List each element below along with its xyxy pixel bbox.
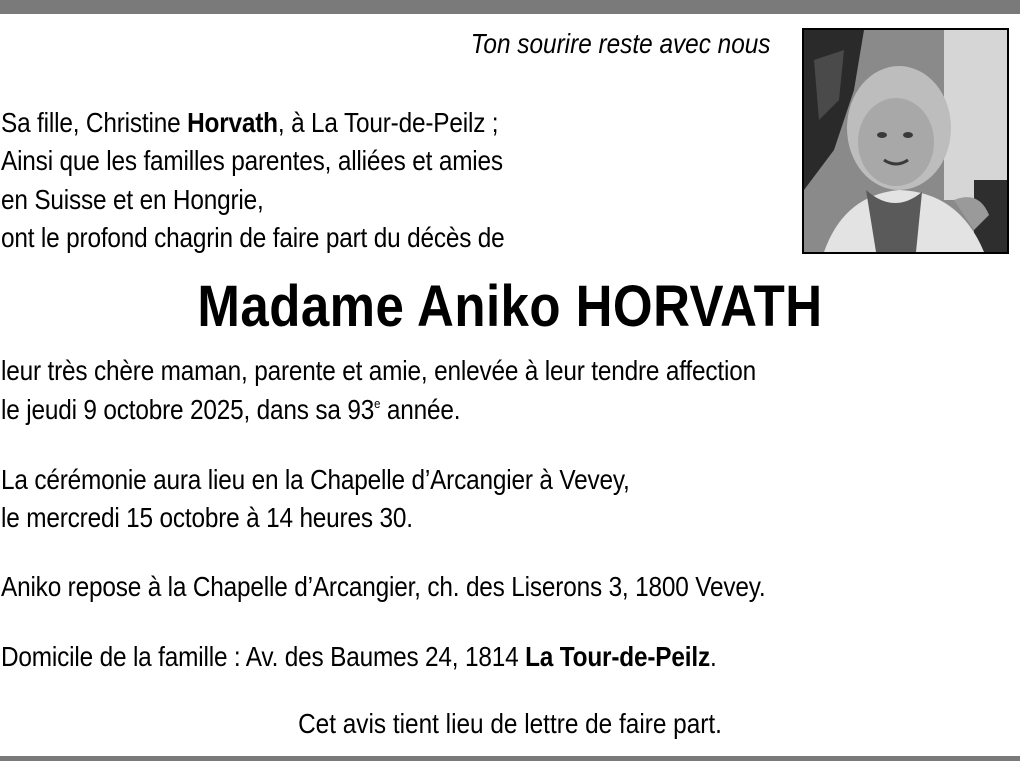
- top-rule: [0, 0, 1020, 14]
- tribute-date-text: le jeudi 9 octobre 2025, dans sa 93: [1, 394, 375, 425]
- domicile-address: Domicile de la famille : Av. des Baumes 24, 1814: [1, 641, 526, 672]
- daughter-surname: Horvath: [187, 107, 278, 138]
- tribute-line-1: leur très chère maman, parente et amie, enlevée à leur tendre affection: [1, 355, 756, 386]
- portrait-illustration: [804, 30, 1007, 252]
- family-line-countries: en Suisse et en Hongrie,: [1, 184, 264, 215]
- domicile-line: [1, 640, 717, 674]
- motto: Ton sourire reste avec nous: [470, 28, 770, 59]
- tribute-line-2: [1, 393, 460, 427]
- closing-note: Cet avis tient lieu de lettre de faire part.: [298, 708, 722, 739]
- domicile-town: La Tour-de-Peilz: [525, 641, 710, 672]
- tribute-year-text: année.: [380, 394, 461, 425]
- ceremony-line-1: La cérémonie aura lieu en la Chapelle d’Arcangier à Vevey,: [1, 464, 630, 495]
- family-line-daughter: [1, 106, 498, 140]
- bottom-rule: [0, 756, 1020, 761]
- family-line-announcement: ont le profond chagrin de faire part du décès de: [1, 222, 505, 253]
- domicile-period: .: [709, 641, 717, 672]
- portrait-photo: [802, 28, 1009, 254]
- ceremony-line-2: le mercredi 15 octobre à 14 heures 30.: [1, 502, 413, 533]
- family-line-relatives: Ainsi que les familles parentes, alliées et amies: [1, 145, 503, 176]
- deceased-name: Madame Aniko HORVATH: [197, 274, 823, 339]
- daughter-text-post: , à La Tour-de-Peilz ;: [277, 107, 499, 138]
- daughter-text-pre: Sa fille, Christine: [1, 107, 188, 138]
- ordinal-suffix: e: [374, 396, 381, 411]
- repose-line: Aniko repose à la Chapelle d’Arcangier, ch. des Liserons 3, 1800 Vevey.: [1, 571, 766, 602]
